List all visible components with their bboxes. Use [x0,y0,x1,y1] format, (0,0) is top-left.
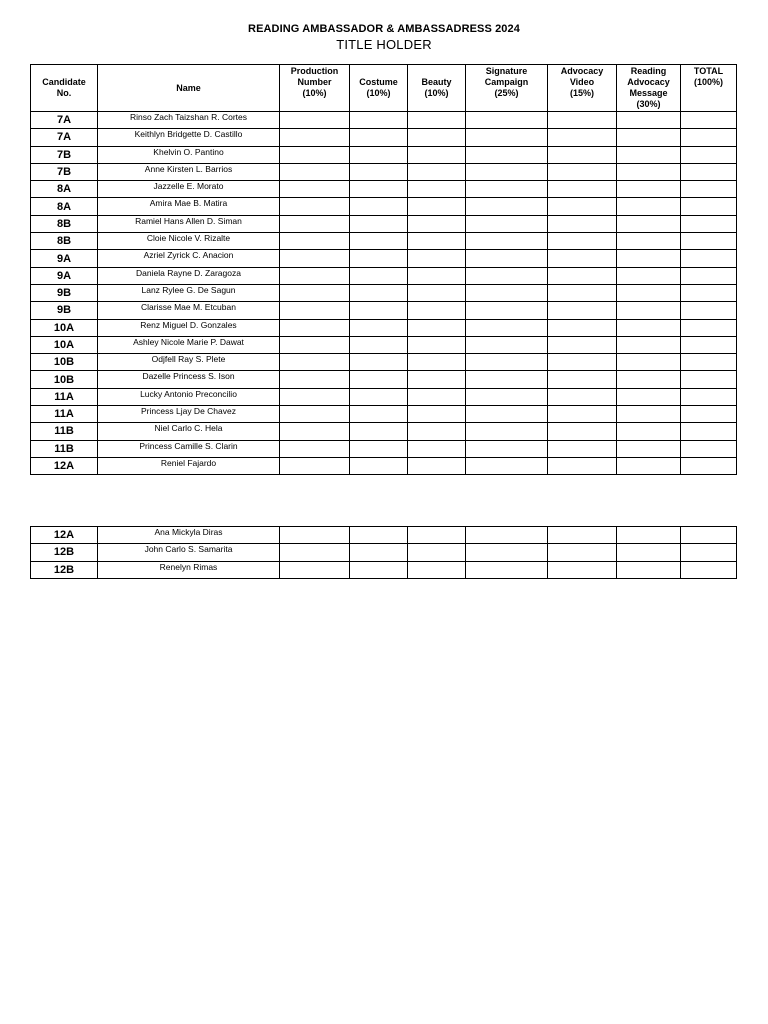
table-row [31,284,737,301]
score-cell-production[interactable] [280,406,350,423]
score-cell-beauty[interactable] [408,544,466,561]
table-row [31,112,737,129]
score-cell-total[interactable] [681,284,737,301]
score-cell-total[interactable] [681,440,737,457]
score-cell-beauty[interactable] [408,388,466,405]
score-cell-total[interactable] [681,527,737,544]
score-cell-production[interactable] [280,388,350,405]
score-cell-advocacy-video[interactable] [548,267,617,284]
score-cell-signature[interactable] [466,354,548,371]
candidate-no-cell: 8A [31,181,98,198]
candidate-no-cell: 7B [31,146,98,163]
score-cell-advocacy-video[interactable] [548,112,617,129]
candidate-name-cell: Dazelle Princess S. Ison [98,371,280,388]
score-cell-total[interactable] [681,112,737,129]
candidate-no-cell: 9B [31,284,98,301]
candidate-no-cell: 9A [31,267,98,284]
score-cell-advocacy-video[interactable] [548,406,617,423]
candidate-no-cell: 7A [31,129,98,146]
candidate-no-cell: 8B [31,215,98,232]
score-cell-costume[interactable] [350,250,408,267]
table-row [31,233,737,250]
score-cell-signature[interactable] [466,267,548,284]
score-cell-beauty[interactable] [408,527,466,544]
score-cell-production[interactable] [280,267,350,284]
score-cell-production[interactable] [280,354,350,371]
table-row [31,406,737,423]
page-subtitle: TITLE HOLDER [336,37,432,52]
score-cell-advocacy-video[interactable] [548,198,617,215]
score-cell-advocacy-video[interactable] [548,440,617,457]
score-cell-reading-message[interactable] [617,233,681,250]
score-cell-total[interactable] [681,371,737,388]
score-cell-beauty[interactable] [408,336,466,353]
score-cell-signature[interactable] [466,233,548,250]
score-cell-advocacy-video[interactable] [548,388,617,405]
score-cell-reading-message[interactable] [617,527,681,544]
candidate-no-cell: 10A [31,336,98,353]
score-cell-costume[interactable] [350,129,408,146]
score-cell-production[interactable] [280,561,350,578]
score-cell-total[interactable] [681,561,737,578]
score-cell-signature[interactable] [466,561,548,578]
score-cell-beauty[interactable] [408,146,466,163]
candidate-name-cell: Lanz Rylee G. De Sagun [98,284,280,301]
score-cell-reading-message[interactable] [617,336,681,353]
score-cell-advocacy-video[interactable] [548,302,617,319]
score-cell-costume[interactable] [350,371,408,388]
candidate-name-cell: Keithlyn Bridgette D. Castillo [98,129,280,146]
candidate-name-cell: Renelyn Rimas [98,561,280,578]
candidate-no-cell: 9B [31,302,98,319]
score-cell-beauty[interactable] [408,267,466,284]
score-cell-total[interactable] [681,406,737,423]
score-cell-beauty[interactable] [408,561,466,578]
candidate-name-cell: Renz Miguel D. Gonzales [98,319,280,336]
score-cell-reading-message[interactable] [617,112,681,129]
score-cell-reading-message[interactable] [617,215,681,232]
score-cell-reading-message[interactable] [617,198,681,215]
score-cell-signature[interactable] [466,371,548,388]
header-total: TOTAL (100%) [681,65,737,112]
score-cell-advocacy-video[interactable] [548,336,617,353]
score-cell-signature[interactable] [466,544,548,561]
score-cell-production[interactable] [280,440,350,457]
score-cell-costume[interactable] [350,336,408,353]
score-cell-signature[interactable] [466,440,548,457]
score-cell-total[interactable] [681,146,737,163]
table-row [31,457,737,474]
score-cell-total[interactable] [681,544,737,561]
table-row [31,319,737,336]
score-cell-costume[interactable] [350,388,408,405]
score-cell-advocacy-video[interactable] [548,129,617,146]
candidate-name-cell: Ramiel Hans Allen D. Siman [98,215,280,232]
candidate-no-cell: 7B [31,163,98,180]
score-cell-costume[interactable] [350,457,408,474]
score-cell-costume[interactable] [350,423,408,440]
score-cell-costume[interactable] [350,440,408,457]
candidate-no-cell: 12A [31,527,98,544]
score-cell-signature[interactable] [466,319,548,336]
candidate-no-cell: 11B [31,423,98,440]
score-cell-production[interactable] [280,163,350,180]
score-cell-beauty[interactable] [408,284,466,301]
score-cell-reading-message[interactable] [617,457,681,474]
table-row [31,215,737,232]
score-cell-costume[interactable] [350,561,408,578]
table-row [31,388,737,405]
score-cell-total[interactable] [681,423,737,440]
score-cell-production[interactable] [280,250,350,267]
candidate-name-cell: Odjfell Ray S. Plete [98,354,280,371]
score-cell-signature[interactable] [466,215,548,232]
header-candidate-no: Candidate No. [31,65,98,112]
table-row [31,163,737,180]
score-cell-signature[interactable] [466,406,548,423]
header-reading-advocacy-message: Reading Advocacy Message (30%) [617,65,681,112]
candidate-name-cell: Cloie Nicole V. Rizalte [98,233,280,250]
candidate-name-cell: John Carlo S. Samarita [98,544,280,561]
candidate-no-cell: 7A [31,112,98,129]
score-cell-beauty[interactable] [408,181,466,198]
score-cell-production[interactable] [280,233,350,250]
score-cell-advocacy-video[interactable] [548,561,617,578]
score-cell-production[interactable] [280,146,350,163]
score-cell-signature[interactable] [466,250,548,267]
score-cell-costume[interactable] [350,267,408,284]
candidate-name-cell: Azriel Zyrick C. Anacion [98,250,280,267]
score-cell-costume[interactable] [350,284,408,301]
header-advocacy-video: Advocacy Video (15%) [548,65,617,112]
candidate-name-cell: Anne Kirsten L. Barrios [98,163,280,180]
score-cell-reading-message[interactable] [617,544,681,561]
score-cell-reading-message[interactable] [617,250,681,267]
score-cell-signature[interactable] [466,336,548,353]
table-row [31,146,737,163]
score-cell-costume[interactable] [350,146,408,163]
score-cell-advocacy-video[interactable] [548,233,617,250]
candidate-name-cell: Ana Mickyla Diras [98,527,280,544]
score-cell-beauty[interactable] [408,250,466,267]
score-cell-reading-message[interactable] [617,423,681,440]
score-cell-beauty[interactable] [408,371,466,388]
score-cell-signature[interactable] [466,284,548,301]
score-cell-production[interactable] [280,215,350,232]
score-cell-advocacy-video[interactable] [548,181,617,198]
candidate-name-cell: Reniel Fajardo [98,457,280,474]
score-cell-reading-message[interactable] [617,163,681,180]
score-cell-reading-message[interactable] [617,267,681,284]
score-cell-beauty[interactable] [408,198,466,215]
candidate-no-cell: 12B [31,544,98,561]
candidate-name-cell: Niel Carlo C. Hela [98,423,280,440]
candidate-no-cell: 8B [31,233,98,250]
candidate-name-cell: Amira Mae B. Matira [98,198,280,215]
score-cell-total[interactable] [681,250,737,267]
header-costume: Costume (10%) [350,65,408,112]
score-cell-costume[interactable] [350,163,408,180]
score-cell-reading-message[interactable] [617,406,681,423]
page-title: READING AMBASSADOR & AMBASSADRESS 2024 [248,23,520,35]
candidate-name-cell: Princess Camille S. Clarin [98,440,280,457]
candidate-name-cell: Princess Ljay De Chavez [98,406,280,423]
score-cell-advocacy-video[interactable] [548,527,617,544]
score-cell-advocacy-video[interactable] [548,319,617,336]
score-cell-advocacy-video[interactable] [548,284,617,301]
candidate-no-cell: 11A [31,406,98,423]
score-cell-beauty[interactable] [408,457,466,474]
score-cell-signature[interactable] [466,181,548,198]
score-cell-reading-message[interactable] [617,440,681,457]
candidate-name-cell: Lucky Antonio Preconcilio [98,388,280,405]
score-cell-reading-message[interactable] [617,354,681,371]
candidate-name-cell: Ashley Nicole Marie P. Dawat [98,336,280,353]
score-cell-signature[interactable] [466,112,548,129]
table-row [31,561,737,578]
score-cell-total[interactable] [681,354,737,371]
score-cell-signature[interactable] [466,302,548,319]
score-cell-signature[interactable] [466,163,548,180]
score-cell-total[interactable] [681,388,737,405]
score-cell-production[interactable] [280,129,350,146]
score-cell-beauty[interactable] [408,163,466,180]
score-cell-production[interactable] [280,198,350,215]
table-row [31,371,737,388]
score-cell-production[interactable] [280,181,350,198]
score-cell-costume[interactable] [350,233,408,250]
score-cell-costume[interactable] [350,319,408,336]
score-cell-reading-message[interactable] [617,388,681,405]
score-cell-advocacy-video[interactable] [548,544,617,561]
score-cell-reading-message[interactable] [617,319,681,336]
score-cell-production[interactable] [280,112,350,129]
score-cell-advocacy-video[interactable] [548,371,617,388]
table-row [31,544,737,561]
table-row [31,423,737,440]
score-cell-beauty[interactable] [408,129,466,146]
score-cell-signature[interactable] [466,129,548,146]
score-cell-advocacy-video[interactable] [548,215,617,232]
score-cell-advocacy-video[interactable] [548,146,617,163]
score-cell-signature[interactable] [466,527,548,544]
score-cell-costume[interactable] [350,215,408,232]
header-signature-campaign: Signature Campaign (25%) [466,65,548,112]
score-cell-signature[interactable] [466,198,548,215]
score-cell-total[interactable] [681,319,737,336]
score-cell-beauty[interactable] [408,423,466,440]
candidate-no-cell: 12A [31,457,98,474]
score-cell-advocacy-video[interactable] [548,423,617,440]
candidate-no-cell: 12B [31,561,98,578]
candidate-name-cell: Daniela Rayne D. Zaragoza [98,267,280,284]
table-row [31,336,737,353]
score-cell-costume[interactable] [350,302,408,319]
score-cell-reading-message[interactable] [617,284,681,301]
score-cell-reading-message[interactable] [617,371,681,388]
table-row [31,198,737,215]
score-cell-costume[interactable] [350,198,408,215]
score-cell-advocacy-video[interactable] [548,250,617,267]
score-cell-total[interactable] [681,198,737,215]
candidate-name-cell: Rinso Zach Taizshan R. Cortes [98,112,280,129]
score-cell-total[interactable] [681,233,737,250]
candidate-name-cell: Clarisse Mae M. Etcuban [98,302,280,319]
score-cell-beauty[interactable] [408,354,466,371]
score-cell-beauty[interactable] [408,302,466,319]
score-cell-signature[interactable] [466,388,548,405]
header-beauty: Beauty (10%) [408,65,466,112]
score-cell-advocacy-video[interactable] [548,163,617,180]
score-cell-advocacy-video[interactable] [548,457,617,474]
score-cell-total[interactable] [681,302,737,319]
score-table-continued [30,526,737,579]
score-cell-total[interactable] [681,457,737,474]
candidate-no-cell: 9A [31,250,98,267]
table-row [31,440,737,457]
score-cell-production[interactable] [280,544,350,561]
score-cell-beauty[interactable] [408,233,466,250]
score-cell-costume[interactable] [350,544,408,561]
candidate-name-cell: Khelvin O. Pantino [98,146,280,163]
table-row [31,302,737,319]
score-cell-beauty[interactable] [408,215,466,232]
candidate-no-cell: 11A [31,388,98,405]
header-name: Name [98,65,280,112]
score-cell-beauty[interactable] [408,440,466,457]
score-cell-advocacy-video[interactable] [548,354,617,371]
score-cell-reading-message[interactable] [617,129,681,146]
score-cell-total[interactable] [681,336,737,353]
candidate-no-cell: 10A [31,319,98,336]
score-cell-production[interactable] [280,527,350,544]
score-cell-beauty[interactable] [408,319,466,336]
score-cell-beauty[interactable] [408,406,466,423]
score-cell-production[interactable] [280,284,350,301]
score-cell-costume[interactable] [350,181,408,198]
score-cell-production[interactable] [280,423,350,440]
table-row [31,250,737,267]
header-production-number: Production Number (10%) [280,65,350,112]
header-row [31,65,737,112]
score-cell-production[interactable] [280,336,350,353]
score-cell-beauty[interactable] [408,112,466,129]
score-cell-costume[interactable] [350,354,408,371]
score-cell-total[interactable] [681,267,737,284]
score-cell-costume[interactable] [350,112,408,129]
candidate-no-cell: 10B [31,371,98,388]
candidate-no-cell: 8A [31,198,98,215]
table-row [31,129,737,146]
score-cell-total[interactable] [681,215,737,232]
score-table [30,64,737,475]
candidate-no-cell: 10B [31,354,98,371]
score-cell-signature[interactable] [466,146,548,163]
table-row [31,181,737,198]
score-cell-reading-message[interactable] [617,181,681,198]
table-row [31,527,737,544]
score-cell-total[interactable] [681,181,737,198]
score-cell-signature[interactable] [466,457,548,474]
candidate-name-cell: Jazzelle E. Morato [98,181,280,198]
score-cell-costume[interactable] [350,406,408,423]
score-cell-reading-message[interactable] [617,146,681,163]
score-cell-production[interactable] [280,319,350,336]
candidate-no-cell: 11B [31,440,98,457]
score-cell-production[interactable] [280,457,350,474]
score-cell-reading-message[interactable] [617,561,681,578]
score-cell-production[interactable] [280,302,350,319]
score-cell-reading-message[interactable] [617,302,681,319]
score-cell-total[interactable] [681,163,737,180]
table-row [31,354,737,371]
score-cell-production[interactable] [280,371,350,388]
score-cell-costume[interactable] [350,527,408,544]
score-cell-signature[interactable] [466,423,548,440]
table-row [31,267,737,284]
score-cell-total[interactable] [681,129,737,146]
